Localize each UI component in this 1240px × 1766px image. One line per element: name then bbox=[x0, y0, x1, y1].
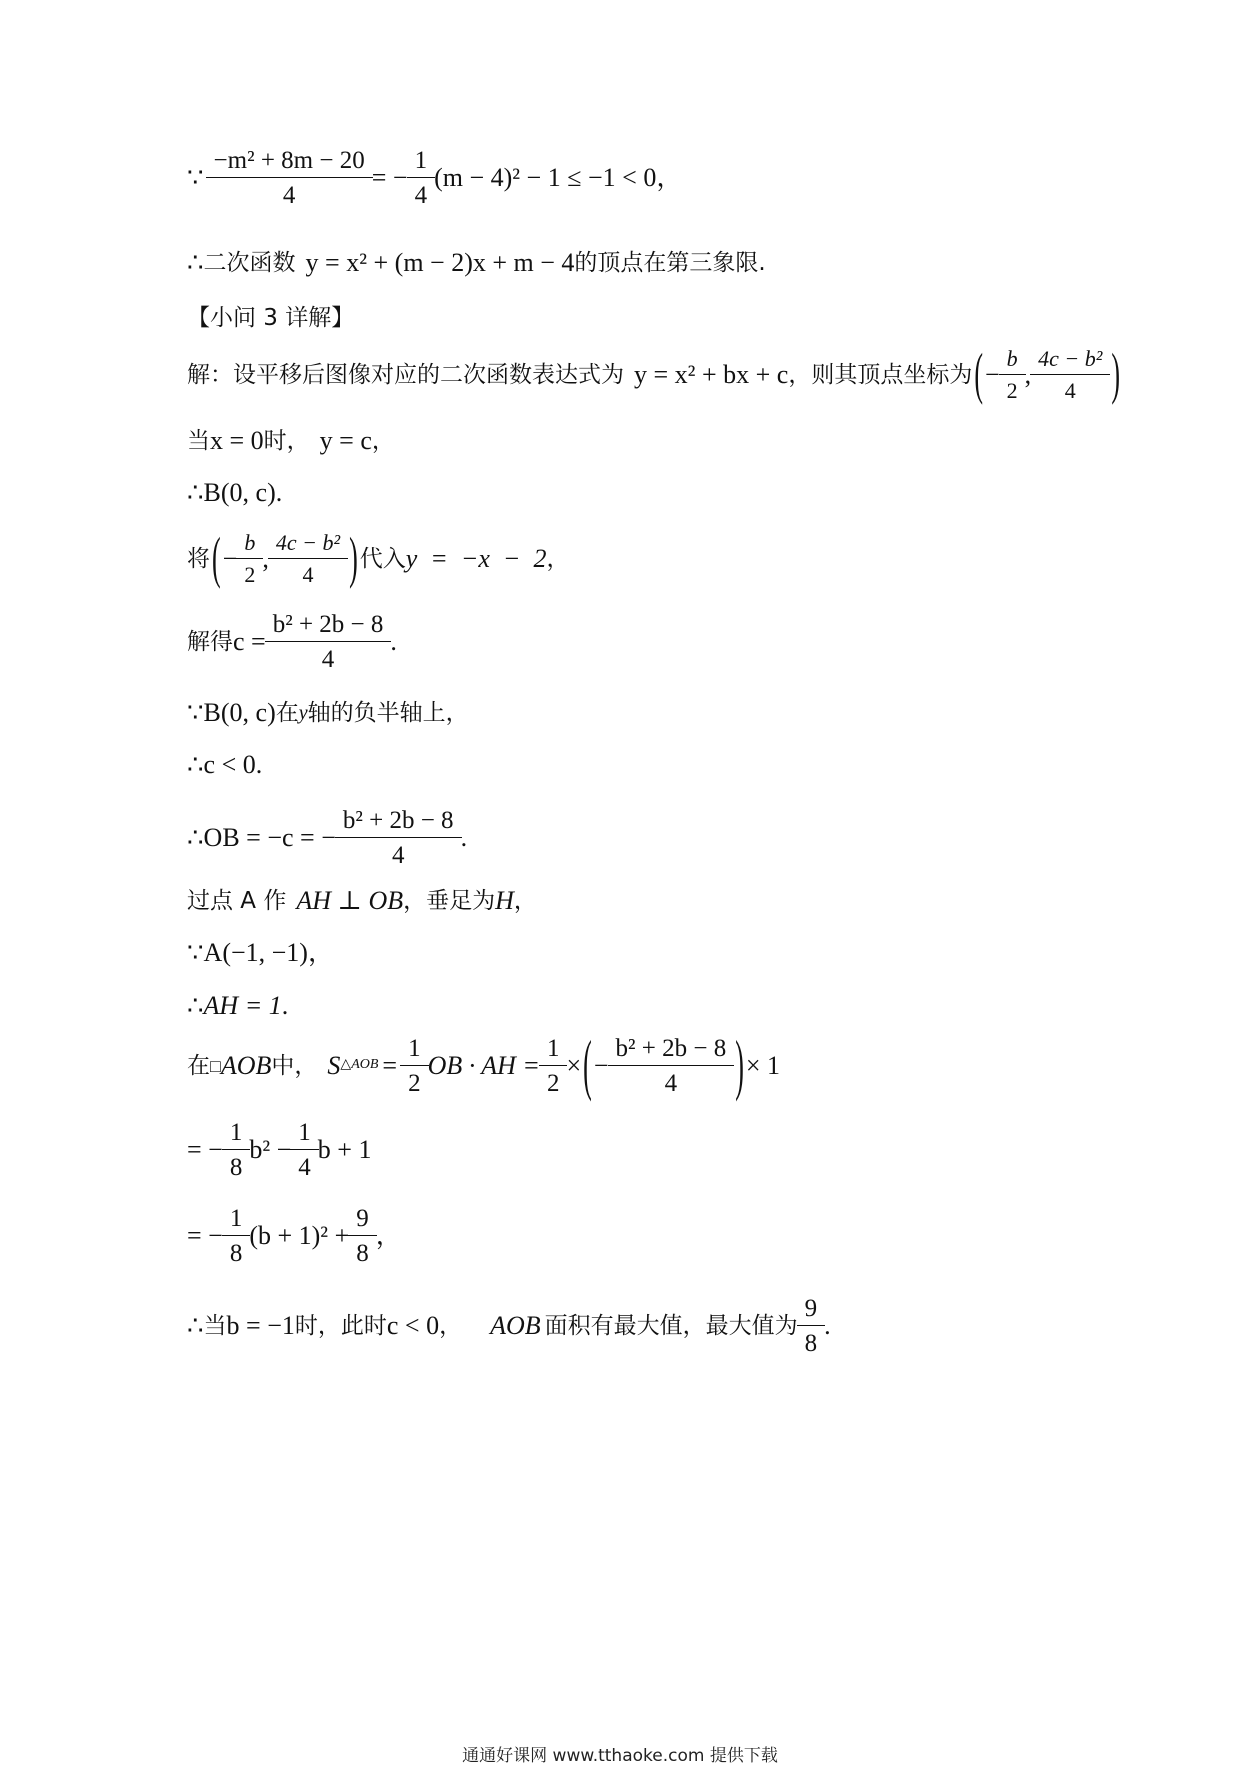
punctuation: ， bbox=[307, 938, 334, 967]
line-16 bbox=[187, 1120, 371, 1180]
left-paren: ( bbox=[583, 1027, 592, 1103]
text: 时， bbox=[263, 427, 310, 454]
math-expression: b = −1 bbox=[226, 1311, 295, 1340]
fraction bbox=[272, 532, 344, 586]
denominator: 4 bbox=[206, 177, 373, 208]
math-expression: b² − bbox=[249, 1135, 292, 1164]
text: 二次函数 bbox=[203, 249, 296, 276]
math-expression: c = bbox=[233, 627, 266, 656]
numerator: 1 bbox=[298, 1119, 311, 1146]
fraction bbox=[404, 1036, 425, 1096]
numerator: b² + 2b − 8 bbox=[342, 807, 454, 834]
fraction bbox=[612, 1036, 731, 1096]
fraction bbox=[294, 1120, 315, 1180]
line-4: 解：设平移后图像对应的二次函数表达式为 y = x² + bx + c ，则其顶点坐标为 ( − $\frac{b}{2}$ , $\frac{\text{4c − b²}}{4}$ ) bbox=[187, 342, 1121, 406]
math-expression: c < 0 bbox=[386, 1311, 440, 1340]
text: 轴的负半轴上， bbox=[307, 699, 469, 726]
text: 面积有最大值，最大值为 bbox=[544, 1312, 798, 1339]
text: 解：设平移后图像对应的二次函数表达式为 bbox=[187, 361, 624, 388]
text: ， bbox=[513, 887, 537, 914]
text: 将 bbox=[187, 545, 210, 572]
numerator: b bbox=[244, 530, 256, 555]
denominator: 8 bbox=[797, 1325, 826, 1356]
numerator: b² + 2b − 8 bbox=[615, 1035, 727, 1062]
text: ，则其顶点坐标为 bbox=[788, 361, 973, 388]
numerator: b bbox=[1006, 346, 1018, 371]
line-2 bbox=[187, 250, 766, 276]
variable: H bbox=[495, 886, 514, 915]
punctuation: . bbox=[281, 991, 289, 1020]
expr: (m − 4)² − 1 ≤ −1 < 0， bbox=[434, 163, 683, 192]
text: 代入 bbox=[359, 545, 406, 572]
numerator: −m² + 8m − 20 bbox=[213, 147, 365, 174]
text: 过点 A 作 bbox=[187, 887, 287, 914]
numerator: 1 bbox=[229, 1119, 243, 1146]
math-expression: = − bbox=[187, 1221, 223, 1250]
denominator: 4 bbox=[335, 837, 462, 868]
line-7: 将 ( − $\frac{b}{2}$ , $\frac{\text{4c − b²}}{4}$ ) 代入 y = −x − 2 ， bbox=[187, 526, 570, 590]
line-1 bbox=[187, 148, 682, 208]
therefore-symbol: ∴ bbox=[187, 248, 204, 277]
therefore-symbol: ∴ bbox=[187, 1311, 204, 1340]
math-expression: × 1 bbox=[745, 1051, 781, 1080]
right-paren: ) bbox=[735, 1027, 744, 1103]
punctuation: . bbox=[255, 750, 263, 779]
fraction bbox=[1034, 348, 1106, 402]
text: 在 bbox=[187, 1052, 210, 1079]
line-3 bbox=[187, 307, 354, 330]
denominator: 2 bbox=[539, 1065, 568, 1096]
text: 中， bbox=[271, 1052, 318, 1079]
math-expression: AH = 1 bbox=[203, 991, 282, 1020]
line-14 bbox=[187, 993, 288, 1019]
therefore-symbol: ∴ bbox=[187, 991, 204, 1020]
numerator: 1 bbox=[229, 1205, 243, 1232]
numerator: 4c − b² bbox=[275, 530, 341, 555]
math-expression: = − bbox=[187, 1135, 223, 1164]
math-expression: b + 1 bbox=[317, 1135, 372, 1164]
math-expression: AH ⊥ OB bbox=[296, 886, 404, 915]
fraction bbox=[226, 1206, 247, 1266]
denominator: 4 bbox=[1030, 374, 1110, 402]
fraction bbox=[269, 612, 388, 672]
fraction bbox=[226, 1120, 247, 1180]
right-paren: ) bbox=[349, 526, 358, 590]
numerator: 9 bbox=[804, 1295, 818, 1322]
numerator: b² + 2b − 8 bbox=[272, 611, 384, 638]
fraction bbox=[240, 532, 259, 586]
numerator: 1 bbox=[414, 147, 428, 174]
fraction bbox=[352, 1206, 373, 1266]
denominator: 2 bbox=[400, 1065, 429, 1096]
math-expression: c < 0 bbox=[203, 750, 256, 779]
therefore-symbol: ∴ bbox=[187, 823, 204, 852]
numerator: 1 bbox=[408, 1035, 421, 1062]
because-symbol: ∵ bbox=[187, 698, 204, 727]
line-8 bbox=[187, 612, 397, 672]
numerator: 9 bbox=[356, 1205, 369, 1232]
math-expression: A(−1, −1) bbox=[203, 938, 308, 967]
text: ，垂足为 bbox=[403, 887, 496, 914]
fraction bbox=[339, 808, 458, 868]
times-symbol: × bbox=[566, 1051, 582, 1080]
therefore-symbol: ∴ bbox=[187, 750, 204, 779]
math-expression: B(0, c) bbox=[203, 698, 276, 727]
line-6 bbox=[187, 480, 282, 506]
line-9 bbox=[187, 700, 469, 726]
triangle-symbol: □ bbox=[210, 1056, 221, 1076]
punctuation: . bbox=[824, 1311, 831, 1340]
because-symbol: ∵ bbox=[187, 163, 204, 192]
punctuation: . bbox=[275, 478, 283, 507]
because-symbol: ∵ bbox=[187, 938, 204, 967]
text: 当 bbox=[203, 1312, 227, 1339]
variable: y bbox=[298, 702, 308, 724]
fraction bbox=[801, 1296, 822, 1356]
denominator: 4 bbox=[268, 558, 348, 586]
denominator: 2 bbox=[236, 558, 263, 586]
line-5 bbox=[187, 428, 395, 454]
fraction bbox=[543, 1036, 564, 1096]
page-footer: 通通好课网 www.tthaoke.com 提供下载 bbox=[462, 1746, 778, 1766]
numerator: 1 bbox=[546, 1035, 560, 1062]
expr: = − bbox=[371, 163, 408, 192]
fraction bbox=[210, 148, 369, 208]
denominator: 2 bbox=[999, 374, 1026, 402]
line-18 bbox=[187, 1296, 831, 1356]
text: 的顶点在第三象限. bbox=[574, 249, 766, 276]
punctuation: ， bbox=[375, 1221, 402, 1250]
denominator: 8 bbox=[222, 1149, 251, 1180]
denominator: 4 bbox=[265, 641, 392, 672]
therefore-symbol: ∴ bbox=[187, 478, 204, 507]
left-paren: ( bbox=[212, 526, 221, 590]
text: 解得 bbox=[187, 628, 233, 655]
denominator: 4 bbox=[290, 1149, 319, 1180]
denominator: 4 bbox=[608, 1065, 735, 1096]
text: ， bbox=[371, 427, 395, 454]
punctuation: . bbox=[460, 823, 468, 852]
line-11 bbox=[187, 808, 467, 868]
math-expression: S bbox=[327, 1051, 341, 1080]
punctuation: . bbox=[390, 627, 397, 656]
math-expression: y = −x − 2 bbox=[405, 544, 547, 573]
left-paren: ( bbox=[974, 342, 983, 406]
fraction bbox=[1003, 348, 1022, 402]
math-expression: y = c bbox=[319, 426, 372, 455]
line-17 bbox=[187, 1206, 402, 1266]
math-expression: y = x² + (m − 2)x + m − 4 bbox=[305, 248, 575, 277]
math-expression: (b + 1)² + bbox=[249, 1221, 350, 1250]
right-paren: ) bbox=[1111, 342, 1121, 406]
text: 在 bbox=[275, 699, 299, 726]
math-expression: y = x² + bx + c bbox=[634, 360, 789, 389]
text: ， bbox=[546, 545, 570, 572]
math-expression: B(0, c) bbox=[203, 478, 276, 507]
denominator: 4 bbox=[407, 177, 436, 208]
denominator: 8 bbox=[348, 1235, 377, 1266]
math-expression: OB · AH = bbox=[427, 1051, 540, 1080]
subscript: △AOB bbox=[340, 1057, 379, 1072]
math-expression: x = 0 bbox=[210, 426, 264, 455]
fraction bbox=[411, 148, 432, 208]
math-expression: OB = −c = − bbox=[203, 823, 336, 852]
line-15: 在 □ AOB 中， S △AOB = $\frac{1}{2}$ OB · AH = $\frac{1}{2}$ × ( − $\frac{\text{b² + 2b − 8}}{4}$ ) × 1 bbox=[187, 1027, 781, 1103]
section-heading: 【小问 3 详解】 bbox=[187, 305, 355, 331]
math-expression: AOB bbox=[220, 1051, 272, 1080]
denominator: 8 bbox=[222, 1235, 251, 1266]
line-13 bbox=[187, 940, 334, 966]
text: ， bbox=[439, 1312, 463, 1339]
text: 时，此时 bbox=[294, 1312, 387, 1339]
numerator: 4c − b² bbox=[1038, 346, 1103, 371]
line-12 bbox=[187, 888, 537, 914]
equals: = bbox=[382, 1051, 398, 1080]
math-expression: AOB bbox=[490, 1311, 541, 1340]
text: 当 bbox=[187, 427, 210, 454]
line-10 bbox=[187, 752, 262, 778]
